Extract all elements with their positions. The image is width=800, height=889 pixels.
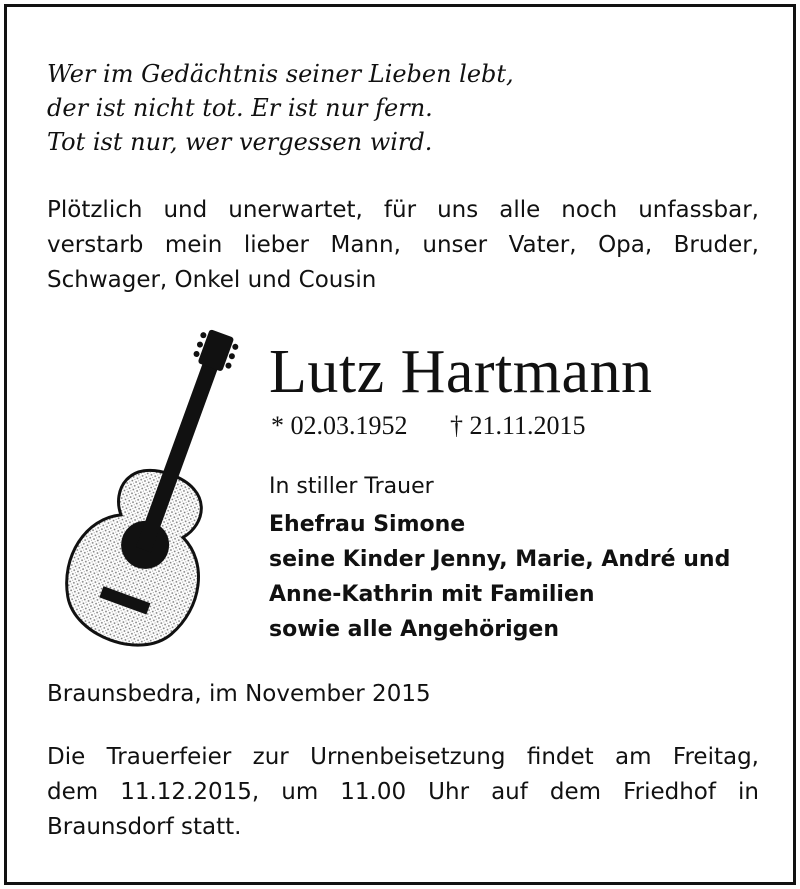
death-date: † 21.11.2015 (450, 411, 586, 440)
mourners-line-3: Anne-Kathrin mit Familien (269, 582, 595, 607)
funeral-line-3: Braunsdorf statt. (47, 814, 242, 840)
mourners-heading: In stiller Trauer (269, 474, 434, 499)
quote-line-1: Wer im Gedächtnis seiner Lieben lebt, (47, 60, 514, 88)
mourners-line-2: seine Kinder Jenny, Marie, André und (269, 547, 731, 572)
intro-line-2: verstarb mein lieber Mann, unser Vater, Opa, Bruder, (47, 232, 759, 258)
quote-line-2: der ist nicht tot. Er ist nur fern. (47, 94, 433, 122)
mourners-line-1: Ehefrau Simone (269, 512, 466, 537)
life-dates (271, 410, 586, 442)
obituary-card (4, 4, 796, 885)
guitar-icon (45, 319, 265, 659)
quote-line-3: Tot ist nur, wer vergessen wird. (47, 128, 433, 156)
intro-line-3: Schwager, Onkel und Cousin (47, 267, 377, 293)
intro-line-1: Plötzlich und unerwartet, für uns alle noch unfassbar, (47, 197, 759, 223)
funeral-line-2: dem 11.12.2015, um 11.00 Uhr auf dem Friedhof in (47, 779, 759, 805)
place-date: Braunsbedra, im November 2015 (47, 681, 431, 707)
mourners-line-4: sowie alle Angehörigen (269, 617, 560, 642)
funeral-line-1: Die Trauerfeier zur Urnenbeisetzung findet am Freitag, (47, 744, 759, 770)
birth-date: * 02.03.1952 (271, 411, 408, 440)
deceased-name: Lutz Hartmann (269, 338, 653, 406)
